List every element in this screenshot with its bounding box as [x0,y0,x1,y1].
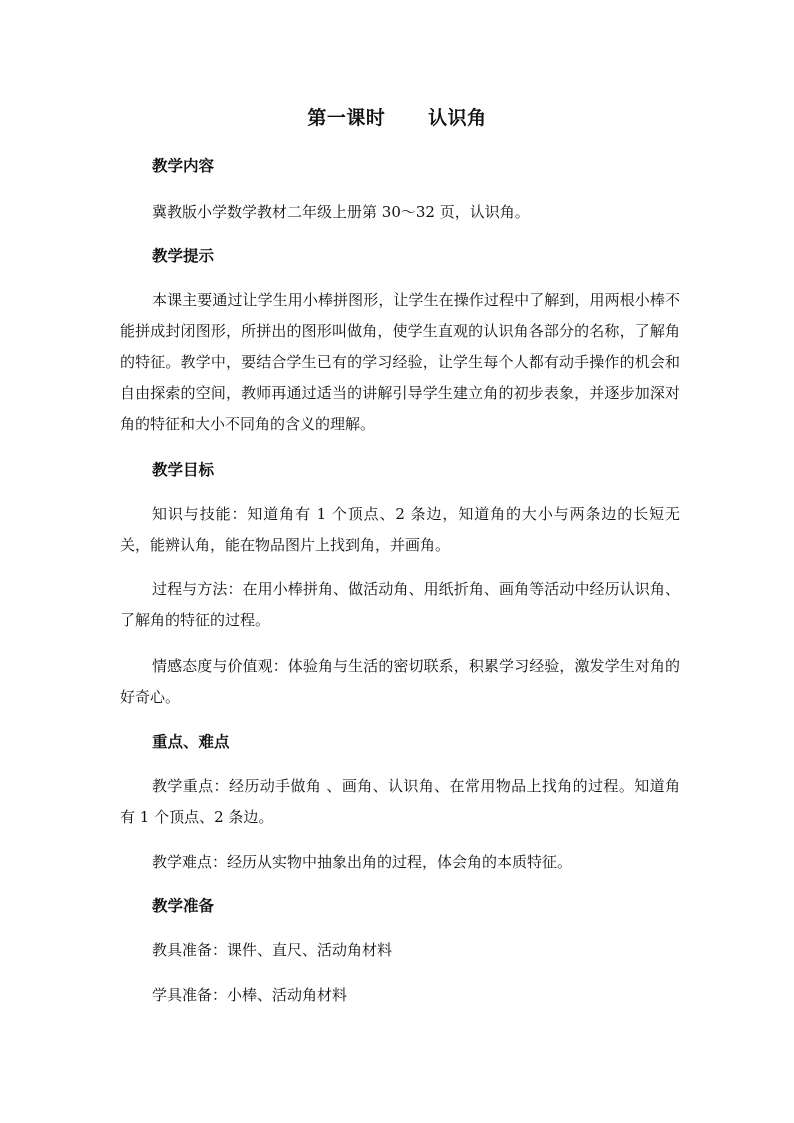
paragraph-teacher-prep: 教具准备：课件、直尺、活动角材料 [152,941,393,959]
paragraph-difficult-point: 教学难点：经历从实物中抽象出角的过程，体会角的本质特征。 [152,853,573,871]
paragraph-goal-knowledge: 知识与技能：知道角有 1 个顶点、2 条边，知道角的大小与两条边的长短无关，能辨认角，能在物品图片上找到角，并画角。 [120,505,680,554]
paragraph-goal-emotion: 情感态度与价值观：体验角与生活的密切联系，积累学习经验，激发学生对角的好奇心。 [120,657,680,706]
heading-prep: 教学准备 [152,897,215,915]
heading-content: 教学内容 [152,157,215,175]
heading-goals: 教学目标 [152,461,215,479]
paragraph-goal-process: 过程与方法：在用小棒拼角、做活动角、用纸折角、画角等活动中经历认识角、了解角的特征的过程。 [120,580,680,629]
paragraph-student-prep: 学具准备：小棒、活动角材料 [152,986,348,1004]
heading-hints: 教学提示 [152,247,215,265]
paragraph-hints: 本课主要通过让学生用小棒拼图形，让学生在操作过程中了解到，用两根小棒不能拼成封闭图形，所拼出的图形叫做角，使学生直观的认识角各部分的名称，了解角的特征。教学中，要结合学生已有的学习经验，让学生每个人都有动手操作的机会和自由探索的空间，教师再通过适当的讲解引导学生建立角的初步表象，并逐步加深对角的特征和大小不同角的含义的理解。 [120,291,680,433]
page-title: 第一课时 认识角 [307,107,487,129]
paragraph-content: 冀教版小学数学教材二年级上册第 30～32 页，认识角。 [152,203,530,221]
heading-keypoints: 重点、难点 [152,733,230,751]
paragraph-key-point: 教学重点：经历动手做角 、画角、认识角、在常用物品上找角的过程。知道角有 1 个顶点、2 条边。 [120,777,680,826]
